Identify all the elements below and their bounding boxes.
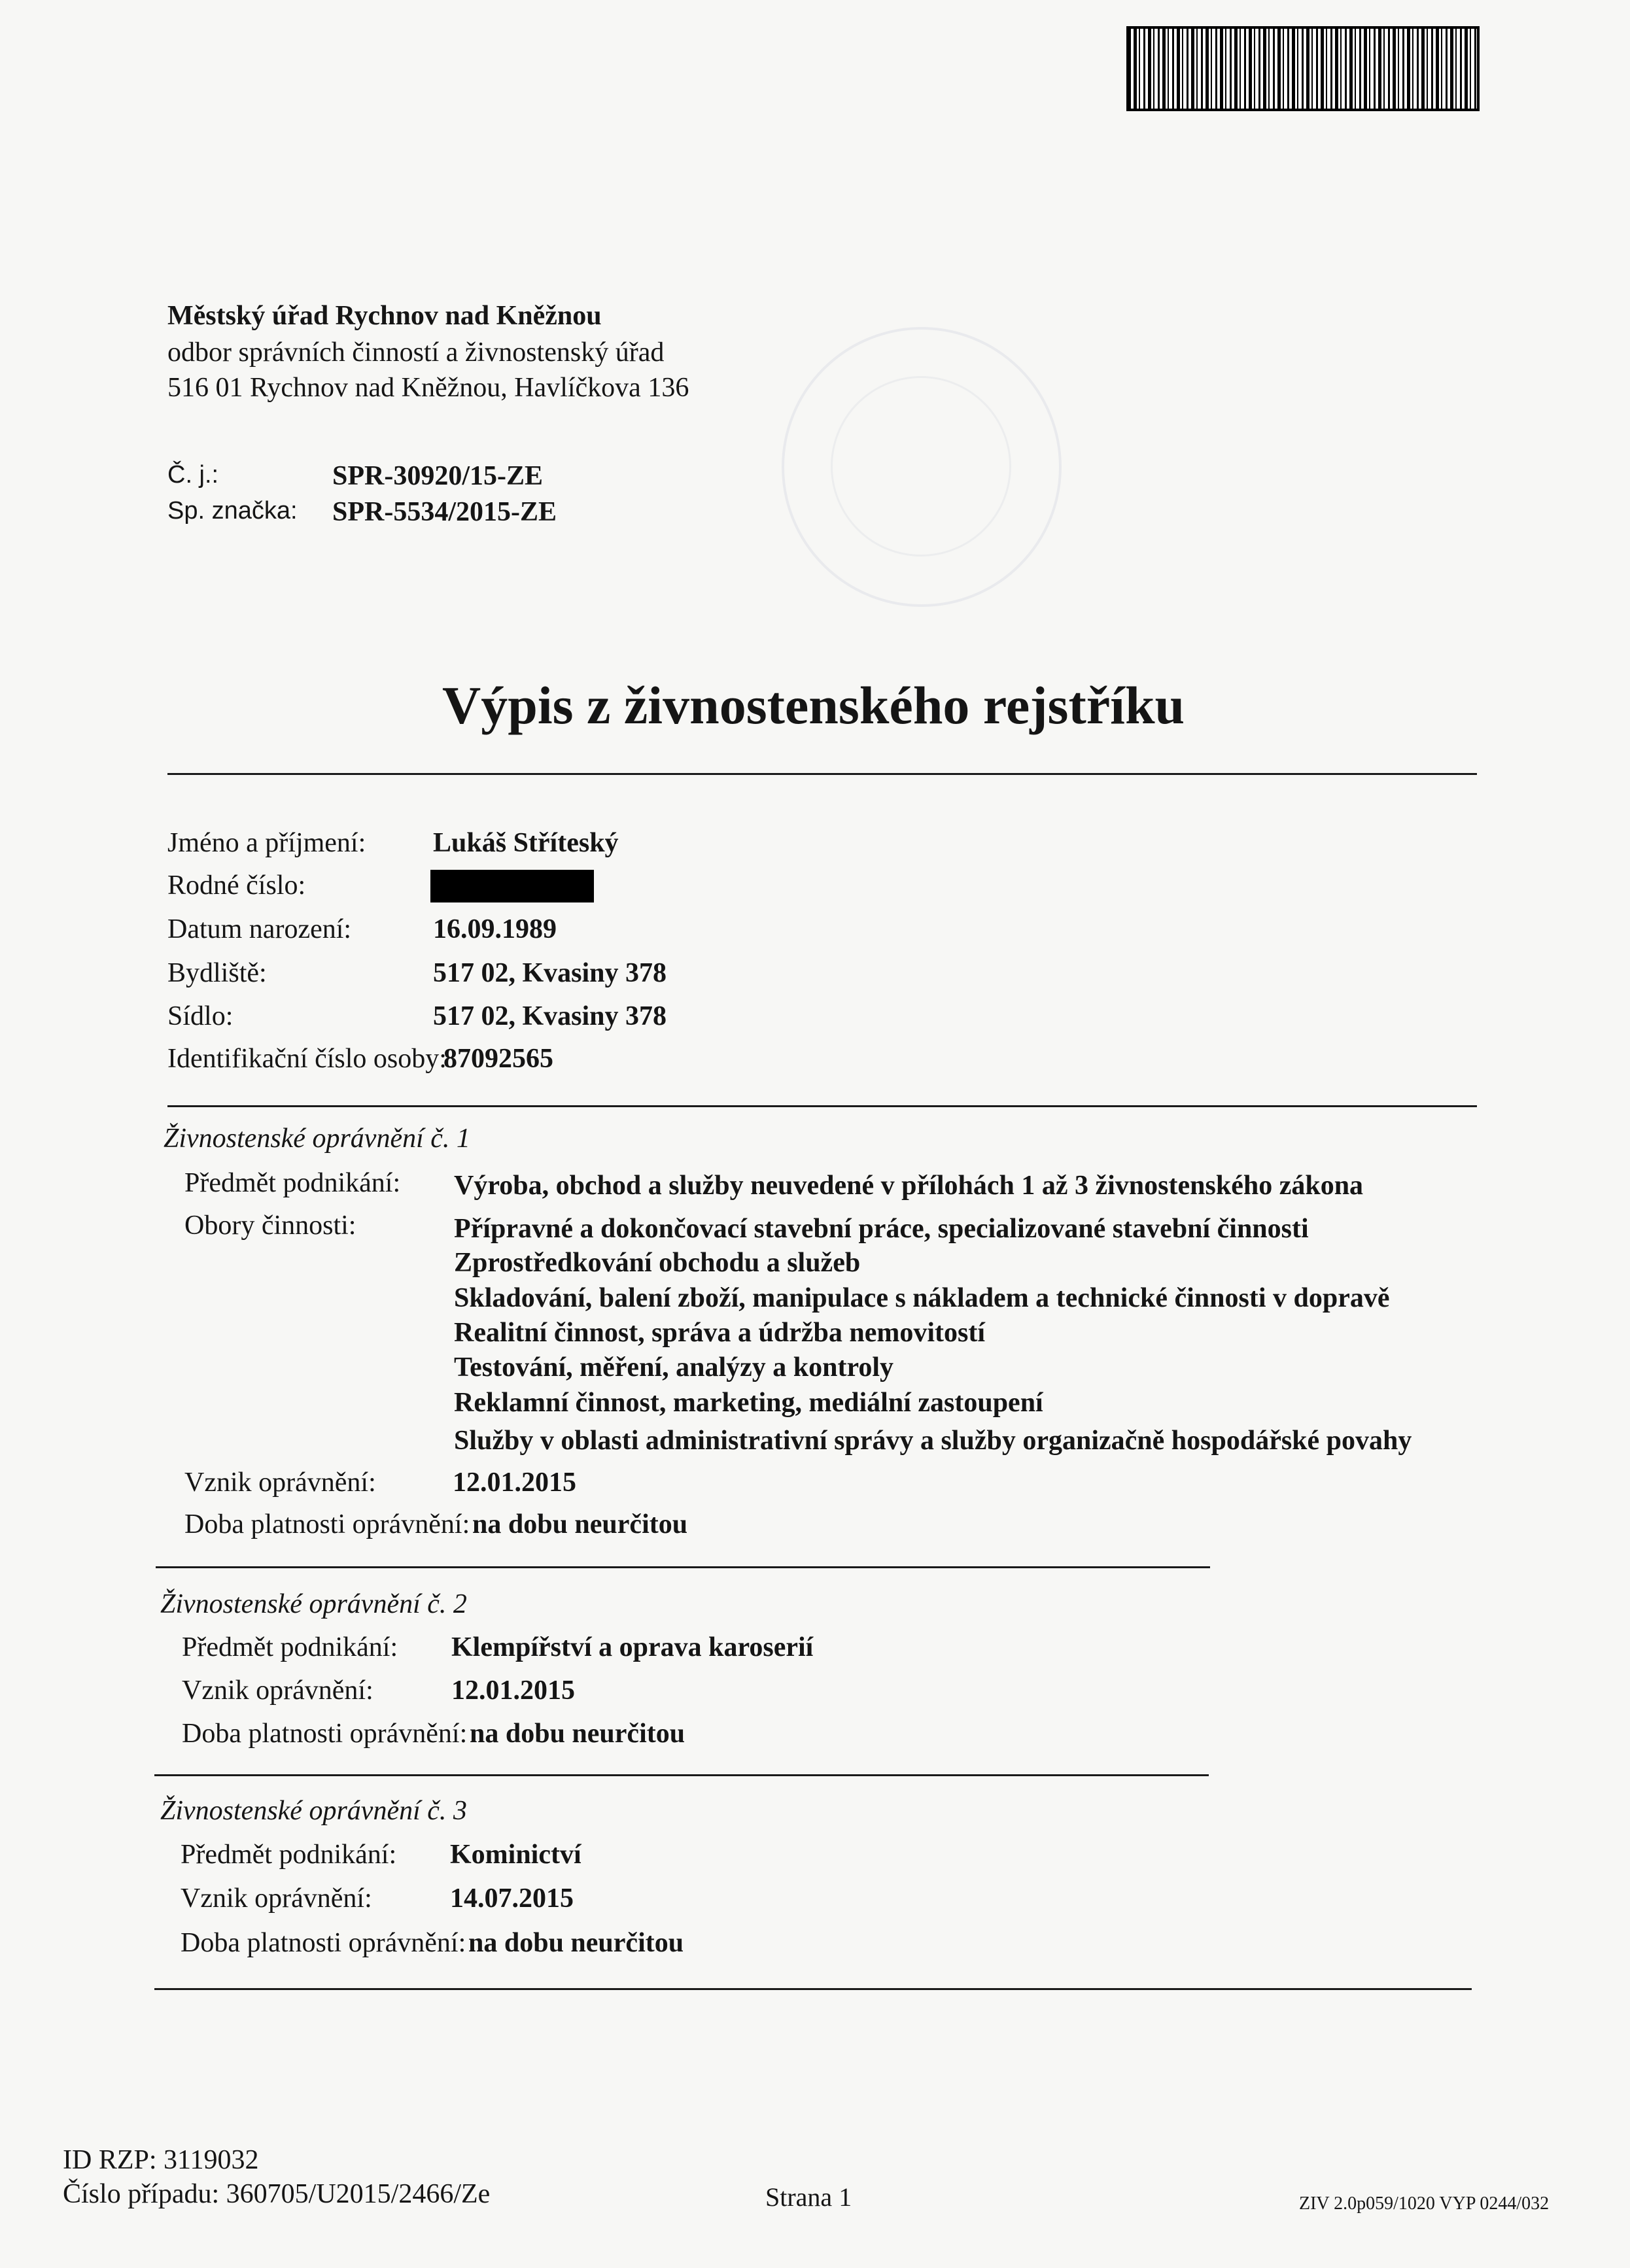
license-1-validity-value: na dobu neurčitou	[472, 1509, 688, 1539]
license-3-heading: Živnostenské oprávnění č. 3	[160, 1796, 467, 1826]
barcode	[1126, 26, 1480, 111]
license-1-field: Služby v oblasti administrativní správy a služby organizačně hospodářské povahy	[454, 1426, 1412, 1456]
sp-value: SPR-5534/2015-ZE	[332, 497, 557, 527]
name-value: Lukáš Stříteský	[433, 828, 619, 858]
dob-label: Datum narození:	[167, 914, 352, 944]
license-2-origin-label: Vznik oprávnění:	[182, 1675, 373, 1706]
license-2-heading: Živnostenské oprávnění č. 2	[160, 1589, 467, 1619]
ico-value: 87092565	[443, 1044, 553, 1074]
redaction-box	[430, 870, 594, 902]
form-code: ZIV 2.0p059/1020 VYP 0244/032	[1299, 2193, 1550, 2214]
license-1-field: Skladování, balení zboží, manipulace s nákladem a technické činnosti v dopravě	[454, 1283, 1390, 1313]
dob-value: 16.09.1989	[433, 914, 557, 944]
license-1-field: Zprostředkování obchodu a služeb	[454, 1248, 861, 1278]
seat-label: Sídlo:	[167, 1001, 234, 1031]
department: odbor správních činností a živnostenský úřad	[167, 337, 665, 368]
license-2-validity-value: na dobu neurčitou	[470, 1719, 685, 1749]
office-address: 516 01 Rychnov nad Kněžnou, Havlíčkova 136	[167, 373, 689, 403]
license-1-field: Realitní činnost, správa a údržba nemovitostí	[454, 1318, 986, 1348]
license-1-field: Přípravné a dokončovací stavební práce, specializované stavební činnosti	[454, 1214, 1309, 1244]
cj-label: Č. j.:	[167, 461, 219, 489]
official-stamp-inner	[831, 376, 1011, 557]
license-2-divider	[154, 1774, 1209, 1776]
license-2-validity-label: Doba platnosti oprávnění:	[182, 1719, 468, 1749]
license-3-divider	[154, 1988, 1472, 1990]
person-divider	[167, 1105, 1477, 1107]
license-1-subject-label: Předmět podnikání:	[184, 1168, 401, 1198]
residence-label: Bydliště:	[167, 958, 267, 988]
license-1-heading: Živnostenské oprávnění č. 1	[164, 1124, 470, 1154]
license-3-origin-value: 14.07.2015	[450, 1883, 574, 1914]
cj-value: SPR-30920/15-ZE	[332, 461, 544, 491]
license-1-divider	[156, 1566, 1210, 1568]
sp-label: Sp. značka:	[167, 497, 298, 524]
license-2-origin-value: 12.01.2015	[451, 1675, 575, 1706]
license-2-subject-label: Předmět podnikání:	[182, 1632, 398, 1662]
license-1-validity-label: Doba platnosti oprávnění:	[184, 1509, 470, 1539]
license-1-field: Testování, měření, analýzy a kontroly	[454, 1352, 894, 1383]
license-1-origin-value: 12.01.2015	[453, 1468, 576, 1498]
case-number: Číslo případu: 360705/U2015/2466/Ze	[63, 2179, 491, 2209]
license-3-subject-value: Kominictví	[450, 1840, 581, 1870]
license-2-subject-value: Klempířství a oprava karoserií	[451, 1632, 814, 1662]
page-title: Výpis z živnostenského rejstříku	[442, 676, 1185, 735]
seat-value: 517 02, Kvasiny 378	[433, 1001, 667, 1031]
id-rzp: ID RZP: 3119032	[63, 2145, 259, 2175]
license-1-field: Reklamní činnost, marketing, mediální zastoupení	[454, 1388, 1043, 1418]
title-divider	[167, 773, 1477, 775]
office-name: Městský úřad Rychnov nad Kněžnou	[167, 301, 602, 331]
license-3-validity-value: na dobu neurčitou	[468, 1928, 684, 1958]
license-1-fields-label: Obory činnosti:	[184, 1211, 356, 1241]
license-3-validity-label: Doba platnosti oprávnění:	[181, 1928, 466, 1958]
ico-label: Identifikační číslo osoby:	[167, 1044, 447, 1074]
birth-number-label: Rodné číslo:	[167, 870, 306, 901]
name-label: Jméno a příjmení:	[167, 828, 366, 858]
license-3-subject-label: Předmět podnikání:	[181, 1840, 397, 1870]
license-1-origin-label: Vznik oprávnění:	[184, 1468, 376, 1498]
license-1-subject-value: Výroba, obchod a služby neuvedené v přílohách 1 až 3 živnostenského zákona	[454, 1171, 1364, 1201]
residence-value: 517 02, Kvasiny 378	[433, 958, 667, 988]
page-number: Strana 1	[765, 2182, 852, 2212]
license-3-origin-label: Vznik oprávnění:	[181, 1883, 372, 1914]
